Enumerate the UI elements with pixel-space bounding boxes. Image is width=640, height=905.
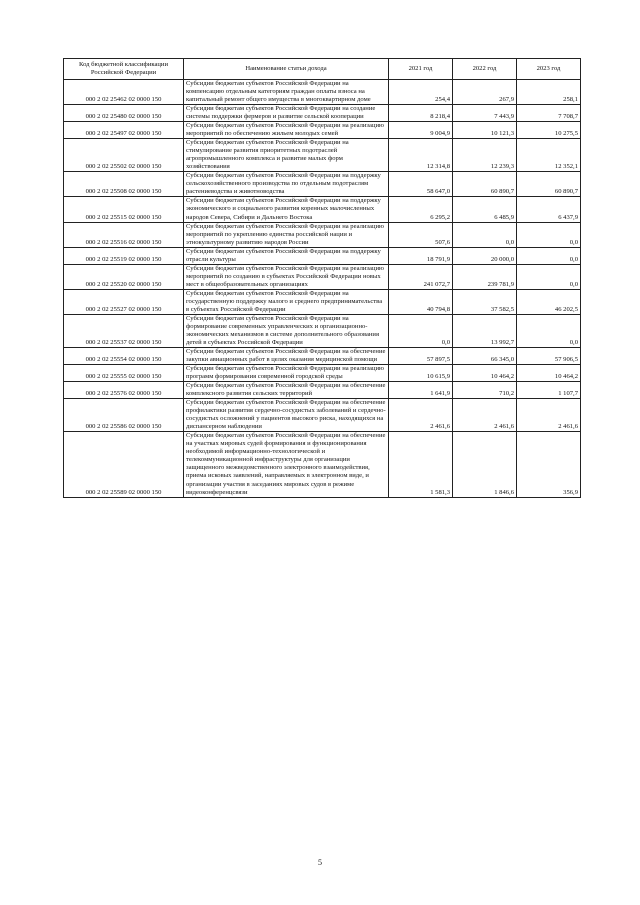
row-value-2021: 18 791,9 bbox=[389, 247, 453, 264]
row-value-2022: 7 443,9 bbox=[453, 105, 517, 122]
row-value-2021: 6 295,2 bbox=[389, 197, 453, 222]
row-name: Субсидии бюджетам субъектов Российской Федерации на поддержку экономического и социального развития коренных малочисленных народов Севера, Сибири и Дальнего Востока bbox=[184, 197, 389, 222]
row-value-2021: 58 647,0 bbox=[389, 172, 453, 197]
row-value-2023: 0,0 bbox=[517, 264, 581, 289]
row-value-2021: 10 615,9 bbox=[389, 365, 453, 382]
row-value-2021: 8 218,4 bbox=[389, 105, 453, 122]
table-row bbox=[64, 172, 581, 197]
row-value-2021: 254,4 bbox=[389, 80, 453, 105]
row-value-2021: 57 897,5 bbox=[389, 348, 453, 365]
row-name: Субсидии бюджетам субъектов Российской Федерации на реализацию программ формирования современной городской среды bbox=[184, 365, 389, 382]
budget-income-table bbox=[63, 58, 581, 498]
row-value-2023: 57 906,5 bbox=[517, 348, 581, 365]
table-row bbox=[64, 197, 581, 222]
row-code: 000 2 02 25502 02 0000 150 bbox=[64, 139, 184, 172]
row-name: Субсидии бюджетам субъектов Российской Федерации на компенсацию отдельным категориям граждан оплаты взноса на капитальный ремонт общего имущества в многоквартирном доме bbox=[184, 80, 389, 105]
row-code: 000 2 02 25589 02 0000 150 bbox=[64, 432, 184, 497]
row-code: 000 2 02 25516 02 0000 150 bbox=[64, 222, 184, 247]
row-code: 000 2 02 25586 02 0000 150 bbox=[64, 399, 184, 432]
row-name: Субсидии бюджетам субъектов Российской Федерации на реализацию мероприятий по обеспечению жильем молодых семей bbox=[184, 122, 389, 139]
row-value-2021: 2 461,6 bbox=[389, 399, 453, 432]
header-2022: 2022 год bbox=[453, 59, 517, 80]
row-name: Субсидии бюджетам субъектов Российской Федерации на реализацию мероприятий по созданию в субъектах Российской Федерации новых мест в общеобразовательных организациях bbox=[184, 264, 389, 289]
page-number: 5 bbox=[318, 858, 322, 867]
header-row bbox=[64, 59, 581, 80]
row-value-2023: 10 464,2 bbox=[517, 365, 581, 382]
header-2021: 2021 год bbox=[389, 59, 453, 80]
row-code: 000 2 02 25519 02 0000 150 bbox=[64, 247, 184, 264]
row-value-2022: 10 464,2 bbox=[453, 365, 517, 382]
row-value-2022: 10 121,3 bbox=[453, 122, 517, 139]
row-value-2022: 20 000,0 bbox=[453, 247, 517, 264]
row-code: 000 2 02 25497 02 0000 150 bbox=[64, 122, 184, 139]
row-name: Субсидии бюджетам субъектов Российской Федерации на обеспечение комплексного развития сельских территорий bbox=[184, 382, 389, 399]
table-row bbox=[64, 222, 581, 247]
row-value-2022: 2 461,6 bbox=[453, 399, 517, 432]
row-code: 000 2 02 25480 02 0000 150 bbox=[64, 105, 184, 122]
row-value-2022: 6 485,9 bbox=[453, 197, 517, 222]
row-value-2021: 241 072,7 bbox=[389, 264, 453, 289]
row-name: Субсидии бюджетам субъектов Российской Федерации на обеспечение закупки авиационных работ в целях оказания медицинской помощи bbox=[184, 348, 389, 365]
row-value-2021: 9 004,9 bbox=[389, 122, 453, 139]
row-code: 000 2 02 25508 02 0000 150 bbox=[64, 172, 184, 197]
table-row bbox=[64, 122, 581, 139]
row-value-2022: 13 992,7 bbox=[453, 314, 517, 347]
row-code: 000 2 02 25576 02 0000 150 bbox=[64, 382, 184, 399]
header-code: Код бюджетной классификации Российской Федерации bbox=[64, 59, 184, 80]
row-value-2023: 0,0 bbox=[517, 247, 581, 264]
row-code: 000 2 02 25527 02 0000 150 bbox=[64, 289, 184, 314]
row-value-2021: 1 581,3 bbox=[389, 432, 453, 497]
row-code: 000 2 02 25537 02 0000 150 bbox=[64, 314, 184, 347]
row-name: Субсидии бюджетам субъектов Российской Федерации на обеспечение профилактики развития сердечно-сосудистых заболеваний и сердечно-сосудистых осложнений у пациентов высокого риска, находящихся на диспансерном наблюдении bbox=[184, 399, 389, 432]
row-value-2021: 507,6 bbox=[389, 222, 453, 247]
row-value-2023: 356,9 bbox=[517, 432, 581, 497]
row-value-2023: 1 107,7 bbox=[517, 382, 581, 399]
row-code: 000 2 02 25462 02 0000 150 bbox=[64, 80, 184, 105]
row-value-2023: 10 275,5 bbox=[517, 122, 581, 139]
row-name: Субсидии бюджетам субъектов Российской Федерации на стимулирование развития приоритетных подотраслей агропромышленного комплекса и развитие малых форм хозяйствования bbox=[184, 139, 389, 172]
row-code: 000 2 02 25555 02 0000 150 bbox=[64, 365, 184, 382]
row-value-2023: 0,0 bbox=[517, 222, 581, 247]
row-value-2023: 0,0 bbox=[517, 314, 581, 347]
row-value-2021: 12 314,8 bbox=[389, 139, 453, 172]
row-value-2021: 0,0 bbox=[389, 314, 453, 347]
row-name: Субсидии бюджетам субъектов Российской Федерации на поддержку сельскохозяйственного производства по отдельным подотраслям растениеводства и животноводства bbox=[184, 172, 389, 197]
table-row bbox=[64, 432, 581, 497]
table-row bbox=[64, 80, 581, 105]
table-header bbox=[64, 59, 581, 80]
table-body bbox=[64, 80, 581, 498]
row-code: 000 2 02 25520 02 0000 150 bbox=[64, 264, 184, 289]
table-row bbox=[64, 399, 581, 432]
row-value-2022: 267,9 bbox=[453, 80, 517, 105]
row-value-2022: 710,2 bbox=[453, 382, 517, 399]
row-value-2021: 40 794,8 bbox=[389, 289, 453, 314]
table-row bbox=[64, 247, 581, 264]
row-value-2022: 37 582,5 bbox=[453, 289, 517, 314]
row-value-2022: 239 781,9 bbox=[453, 264, 517, 289]
row-value-2023: 258,1 bbox=[517, 80, 581, 105]
row-value-2022: 1 846,6 bbox=[453, 432, 517, 497]
row-value-2021: 1 641,9 bbox=[389, 382, 453, 399]
table-row bbox=[64, 264, 581, 289]
row-value-2023: 46 202,5 bbox=[517, 289, 581, 314]
row-name: Субсидии бюджетам субъектов Российской Федерации на обеспечение на участках мировых судей формирования и функционирования необходимой информационно-технологической и телекоммуникационной инфраструктуры для организации защищенного межведомственного электронного взаимодействия, приема исковых заявлений, направляемых в электронном виде, и организации участия в заседаниях мировых судов в режиме видеоконференцсвязи bbox=[184, 432, 389, 497]
table-row bbox=[64, 382, 581, 399]
row-value-2022: 60 890,7 bbox=[453, 172, 517, 197]
row-code: 000 2 02 25515 02 0000 150 bbox=[64, 197, 184, 222]
row-name: Субсидии бюджетам субъектов Российской Федерации на создание системы поддержки фермеров и развитие сельской кооперации bbox=[184, 105, 389, 122]
row-code: 000 2 02 25554 02 0000 150 bbox=[64, 348, 184, 365]
table-row bbox=[64, 348, 581, 365]
row-value-2023: 12 352,1 bbox=[517, 139, 581, 172]
table-row bbox=[64, 365, 581, 382]
header-2023: 2023 год bbox=[517, 59, 581, 80]
table-row bbox=[64, 139, 581, 172]
row-value-2022: 0,0 bbox=[453, 222, 517, 247]
row-value-2023: 2 461,6 bbox=[517, 399, 581, 432]
row-name: Субсидии бюджетам субъектов Российской Федерации на реализацию мероприятий по укреплению единства российской нации и этнокультурному развитию народов России bbox=[184, 222, 389, 247]
row-value-2022: 12 239,3 bbox=[453, 139, 517, 172]
row-value-2023: 60 890,7 bbox=[517, 172, 581, 197]
row-name: Субсидии бюджетам субъектов Российской Федерации на государственную поддержку малого и среднего предпринимательства в субъектах Российской Федерации bbox=[184, 289, 389, 314]
table-row bbox=[64, 314, 581, 347]
row-name: Субсидии бюджетам субъектов Российской Федерации на поддержку отрасли культуры bbox=[184, 247, 389, 264]
row-value-2022: 66 345,0 bbox=[453, 348, 517, 365]
row-value-2023: 6 437,9 bbox=[517, 197, 581, 222]
header-name: Наименование статьи дохода bbox=[184, 59, 389, 80]
table-row bbox=[64, 289, 581, 314]
row-value-2023: 7 708,7 bbox=[517, 105, 581, 122]
table-row bbox=[64, 105, 581, 122]
row-name: Субсидии бюджетам субъектов Российской Федерации на формирование современных управленческих и организационно-экономических механизмов в системе дополнительного образования детей в субъектах Российской Федерации bbox=[184, 314, 389, 347]
